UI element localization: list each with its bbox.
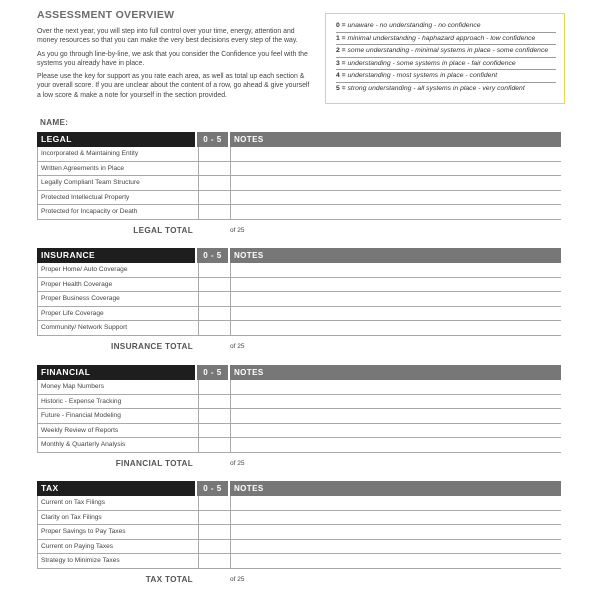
- intro-paragraph: Please use the key for support as you rate each area, as well as total up each section & your overall score. If you are unclear about the content of a row, go ahead & give yourself a low score & make a note for yourself in the section provided.: [37, 73, 310, 99]
- notes-cell[interactable]: [231, 424, 561, 438]
- score-cell[interactable]: [198, 205, 231, 219]
- notes-cell[interactable]: [231, 395, 561, 409]
- notes-cell[interactable]: [231, 278, 561, 292]
- score-column-header: 0 - 5: [195, 132, 228, 147]
- notes-cell[interactable]: [231, 438, 561, 452]
- row-label: Proper Health Coverage: [41, 280, 113, 288]
- key-text: minimal understanding - haphazard approach - low confidence: [347, 34, 536, 42]
- row-label: Proper Savings to Pay Taxes: [41, 528, 126, 536]
- notes-cell[interactable]: [231, 496, 561, 510]
- table-row: [38, 511, 561, 526]
- section-title: INSURANCE: [37, 248, 195, 263]
- key-text: understanding - some systems in place - fair confidence: [347, 59, 516, 67]
- notes-cell[interactable]: [231, 525, 561, 539]
- intro-paragraph: Over the next year, you will step into full control over your time, energy, attention and money resources so that you can make the very best decisions every step of the way.: [37, 28, 298, 45]
- table-row: [38, 540, 561, 555]
- score-cell[interactable]: [198, 511, 231, 525]
- score-column-header: 0 - 5: [195, 365, 228, 380]
- section-header: [37, 481, 561, 496]
- name-label: NAME:: [40, 118, 69, 127]
- table-row: [38, 162, 561, 177]
- row-label: Future - Financial Modeling: [41, 412, 121, 420]
- score-cell[interactable]: [198, 191, 231, 205]
- score-cell[interactable]: [198, 162, 231, 176]
- section-title: LEGAL: [37, 132, 195, 147]
- table-row: [38, 292, 561, 307]
- table-row: [38, 438, 561, 453]
- notes-cell[interactable]: [231, 205, 561, 219]
- notes-cell[interactable]: [231, 162, 561, 176]
- key-line: [336, 33, 556, 46]
- page-title: ASSESSMENT OVERVIEW: [37, 9, 175, 21]
- section-total: [37, 569, 561, 591]
- table-row: [38, 263, 561, 278]
- score-cell[interactable]: [198, 278, 231, 292]
- row-label: Written Agreements in Place: [41, 164, 125, 172]
- total-label: FINANCIAL TOTAL: [115, 459, 193, 469]
- section-rows: [37, 147, 561, 220]
- notes-cell[interactable]: [231, 147, 561, 161]
- notes-cell[interactable]: [231, 380, 561, 394]
- notes-cell[interactable]: [231, 409, 561, 423]
- row-label: Clarity on Tax Filings: [41, 513, 102, 521]
- score-cell[interactable]: [198, 424, 231, 438]
- key-text: some understanding - minimal systems in place - some confidence: [347, 47, 549, 55]
- total-of-label: of 25: [230, 460, 245, 468]
- section-title: FINANCIAL: [37, 365, 195, 380]
- key-number: 5 =: [336, 84, 346, 92]
- table-row: [38, 380, 561, 395]
- table-row: [38, 554, 561, 569]
- notes-cell[interactable]: [231, 307, 561, 321]
- key-line: [336, 45, 556, 58]
- score-cell[interactable]: [198, 525, 231, 539]
- section-insurance: [37, 248, 561, 358]
- score-cell[interactable]: [198, 321, 231, 335]
- row-label: Money Map Numbers: [41, 383, 105, 390]
- key-line: [336, 20, 556, 33]
- score-cell[interactable]: [198, 176, 231, 190]
- score-cell[interactable]: [198, 409, 231, 423]
- section-tax: [37, 481, 561, 591]
- total-label: INSURANCE TOTAL: [111, 342, 193, 352]
- section-title: TAX: [37, 481, 195, 496]
- row-label: Legally Compliant Team Structure: [41, 179, 140, 187]
- row-label: Strategy to Minimize Taxes: [41, 557, 120, 565]
- notes-cell[interactable]: [231, 540, 561, 554]
- section-header: [37, 132, 561, 147]
- notes-cell[interactable]: [231, 511, 561, 525]
- row-label: Current on Tax Filings: [41, 499, 106, 506]
- notes-cell[interactable]: [231, 321, 561, 335]
- key-line: [336, 70, 556, 83]
- notes-cell[interactable]: [231, 191, 561, 205]
- section-rows: [37, 263, 561, 336]
- score-column-header: 0 - 5: [195, 248, 228, 263]
- score-cell[interactable]: [198, 292, 231, 306]
- score-cell[interactable]: [198, 496, 231, 510]
- score-cell[interactable]: [198, 395, 231, 409]
- row-label: Community/ Network Support: [41, 324, 128, 332]
- row-label: Proper Life Coverage: [41, 309, 104, 317]
- total-label: TAX TOTAL: [145, 575, 193, 585]
- table-row: [38, 409, 561, 424]
- total-of-label: of 25: [230, 227, 245, 235]
- row-label: Proper Home/ Auto Coverage: [41, 266, 128, 273]
- section-legal: [37, 132, 561, 242]
- key-line: [336, 58, 556, 71]
- table-row: [38, 395, 561, 410]
- key-text: strong understanding - all systems in place - very confident: [347, 84, 525, 92]
- total-label: LEGAL TOTAL: [133, 226, 193, 236]
- section-financial: [37, 365, 561, 475]
- key-number: 1 =: [336, 34, 346, 42]
- key-text: understanding - most systems in place - confident: [347, 72, 498, 80]
- key-number: 3 =: [336, 59, 346, 67]
- section-total: [37, 453, 561, 475]
- score-cell[interactable]: [198, 540, 231, 554]
- key-number: 2 =: [336, 47, 346, 55]
- table-row: [38, 176, 561, 191]
- notes-cell[interactable]: [231, 554, 561, 568]
- key-text: unaware - no understanding - no confidence: [347, 22, 481, 29]
- notes-column-header: NOTES: [228, 481, 561, 496]
- total-of-label: of 25: [230, 576, 245, 584]
- table-row: [38, 191, 561, 206]
- table-row: [38, 147, 561, 162]
- key-line: [336, 83, 556, 96]
- row-label: Protected Intellectual Property: [41, 193, 130, 201]
- table-row: [38, 525, 561, 540]
- table-row: [38, 307, 561, 322]
- section-header: [37, 248, 561, 263]
- section-total: [37, 220, 561, 242]
- score-cell[interactable]: [198, 380, 231, 394]
- table-row: [38, 496, 561, 511]
- key-number: 0 =: [336, 22, 346, 29]
- section-total: [37, 336, 561, 358]
- section-rows: [37, 496, 561, 569]
- total-of-label: of 25: [230, 343, 245, 351]
- score-cell[interactable]: [198, 438, 231, 452]
- score-cell[interactable]: [198, 263, 231, 277]
- intro-text: [37, 27, 315, 104]
- key-number: 4 =: [336, 72, 346, 80]
- score-column-header: 0 - 5: [195, 481, 228, 496]
- notes-cell[interactable]: [231, 263, 561, 277]
- section-header: [37, 365, 561, 380]
- table-row: [38, 424, 561, 439]
- table-row: [38, 278, 561, 293]
- table-row: [38, 205, 561, 220]
- notes-column-header: NOTES: [228, 132, 561, 147]
- row-label: Current on Paying Taxes: [41, 542, 114, 550]
- notes-cell[interactable]: [231, 292, 561, 306]
- row-label: Historic - Expense Tracking: [41, 397, 122, 405]
- score-cell[interactable]: [198, 147, 231, 161]
- notes-column-header: NOTES: [228, 248, 561, 263]
- row-label: Monthly & Quarterly Analysis: [41, 441, 126, 449]
- section-rows: [37, 380, 561, 453]
- rating-key-box: [325, 13, 565, 104]
- row-label: Weekly Review of Reports: [41, 426, 119, 434]
- notes-column-header: NOTES: [228, 365, 561, 380]
- notes-cell[interactable]: [231, 176, 561, 190]
- row-label: Incorporated & Maintaining Entity: [41, 150, 139, 157]
- score-cell[interactable]: [198, 554, 231, 568]
- score-cell[interactable]: [198, 307, 231, 321]
- row-label: Protected for Incapacity or Death: [41, 208, 138, 216]
- row-label: Proper Business Coverage: [41, 295, 120, 303]
- table-row: [38, 321, 561, 336]
- intro-paragraph: As you go through line-by-line, we ask that you consider the Confidence you feel with the systems you already have in place.: [37, 50, 308, 67]
